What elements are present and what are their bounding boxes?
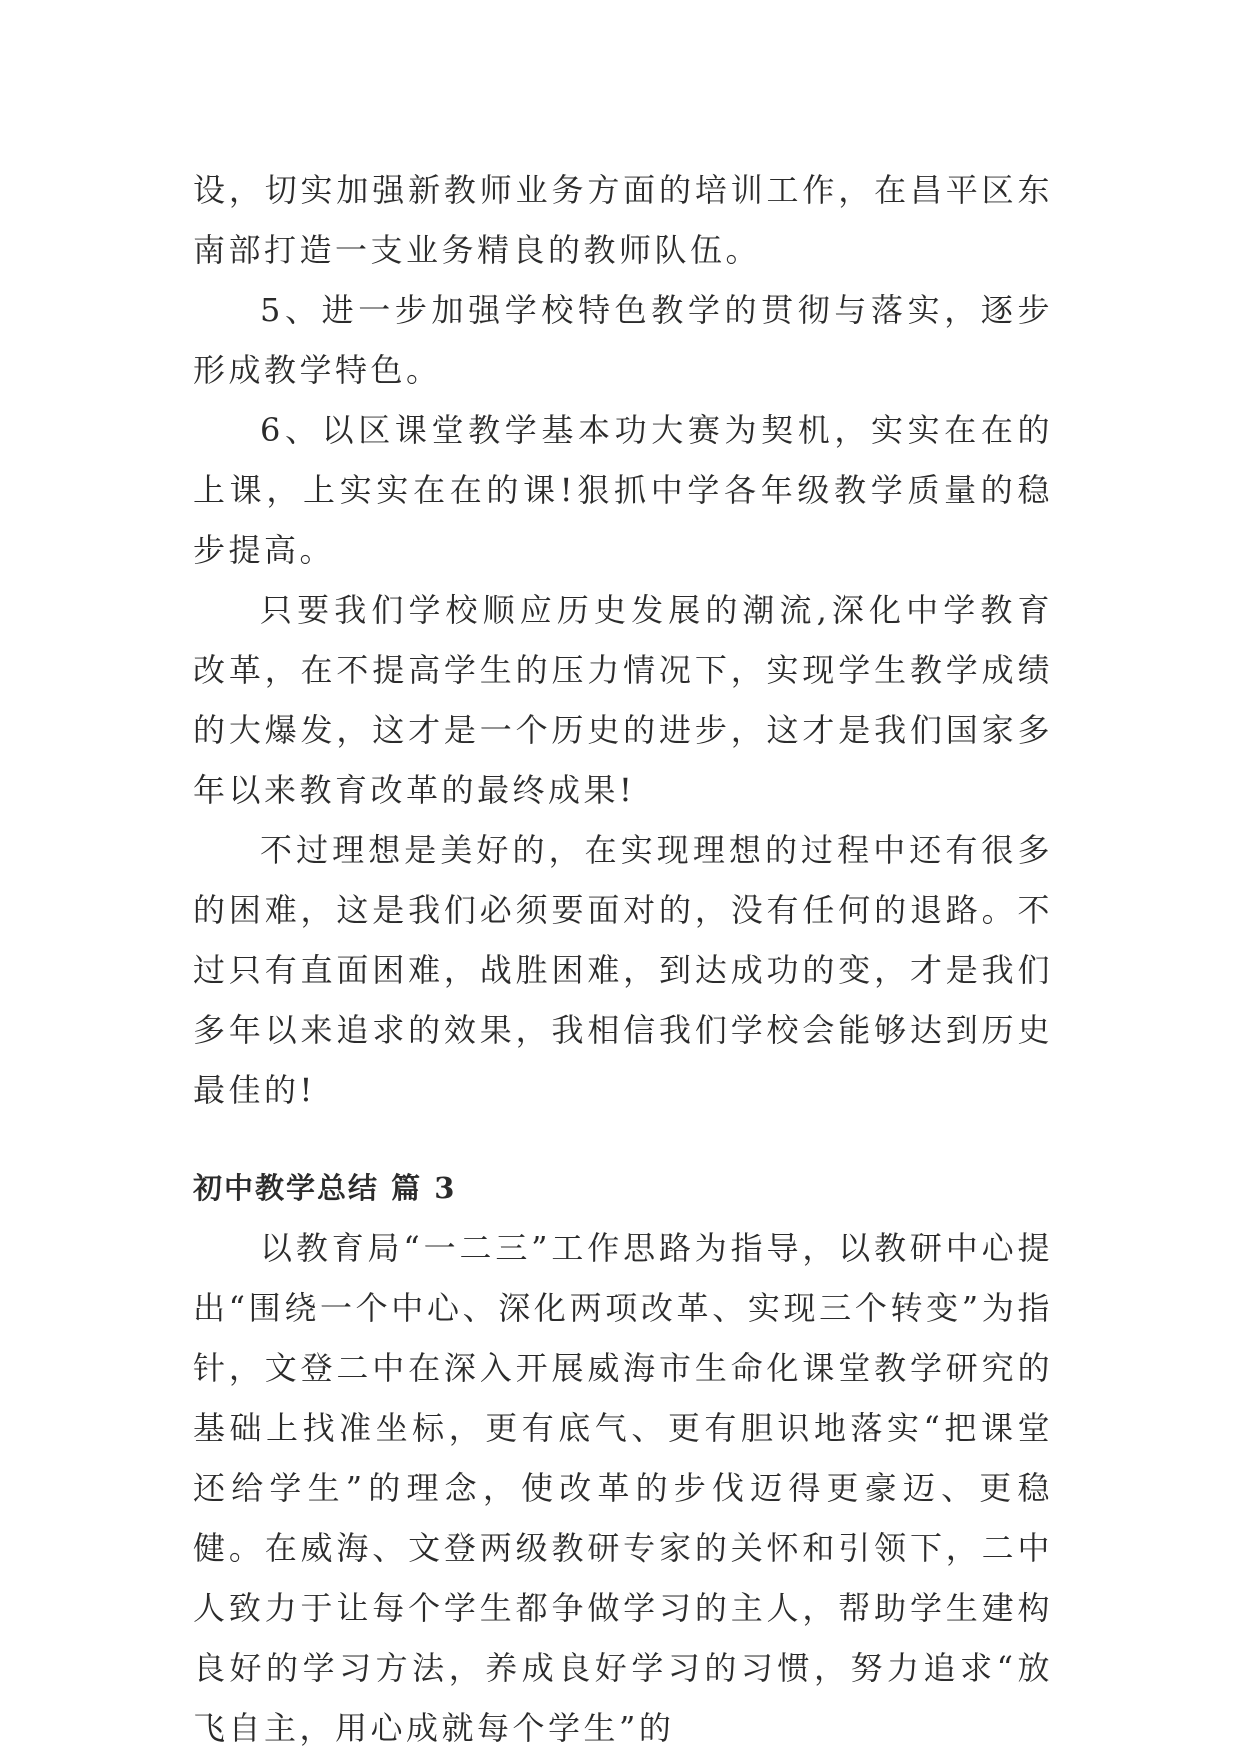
paragraph-reform: 只要我们学校顺应历史发展的潮流,深化中学教育改革，在不提高学生的压力情况下，实现学生教学成绩的大爆发，这才是一个历史的进步，这才是我们国家多年以来教育改革的最终成果!	[193, 591, 1053, 809]
paragraph-item-5: 5、进一步加强学校特色教学的贯彻与落实，逐步形成教学特色。	[193, 291, 1053, 389]
document-page	[193, 160, 1053, 1758]
section-title: 初中教学总结 篇 3	[193, 1171, 457, 1205]
paragraph-continuation: 设，切实加强新教师业务方面的培训工作，在昌平区东南部打造一支业务精良的教师队伍。	[193, 171, 1053, 269]
paragraph-item-6: 6、以区课堂教学基本功大赛为契机，实实在在的上课，上实实在在的课!狠抓中学各年级教学质量的稳步提高。	[193, 411, 1053, 569]
paragraph-ideal: 不过理想是美好的，在实现理想的过程中还有很多的困难，这是我们必须要面对的，没有任何的退路。不过只有直面困难，战胜困难，到达成功的变，才是我们多年以来追求的效果，我相信我们学校会能够达到历史最佳的!	[193, 831, 1053, 1109]
paragraph-section3-intro: 以教育局“一二三”工作思路为指导，以教研中心提出“围绕一个中心、深化两项改革、实现三个转变”为指针，文登二中在深入开展威海市生命化课堂教学研究的基础上找准坐标，更有底气、更有胆识地落实“把课堂还给学生”的理念，使改革的步伐迈得更豪迈、更稳健。在威海、文登两级教研专家的关怀和引领下，二中人致力于让每个学生都争做学习的主人，帮助学生建构良好的学习方法，养成良好学习的习惯，努力追求“放飞自主，用心成就每个学生”的	[193, 1229, 1053, 1747]
